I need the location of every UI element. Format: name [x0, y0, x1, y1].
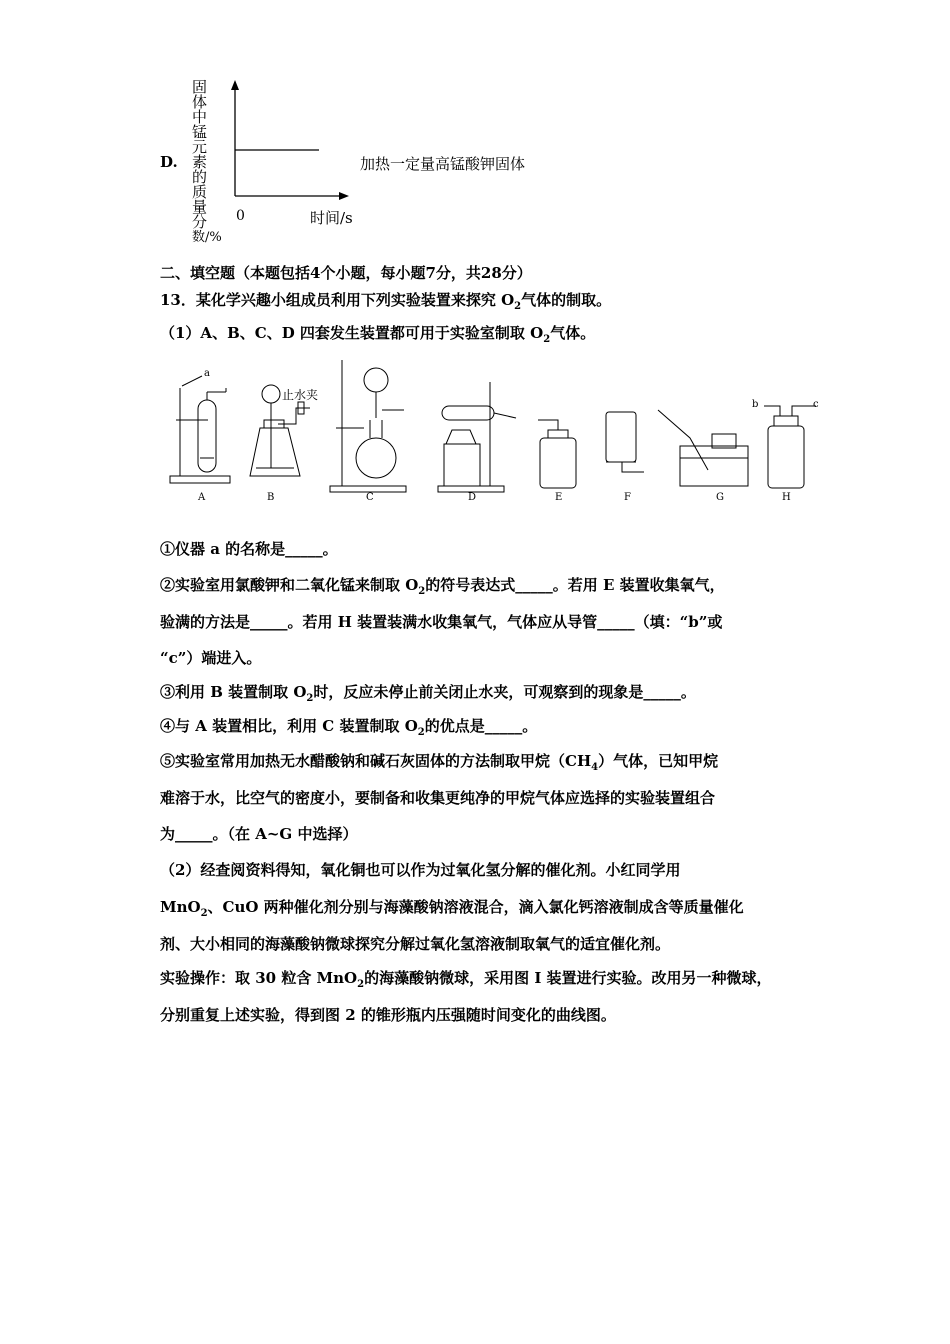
y-axis-char: 元	[192, 138, 208, 156]
apparatus-g	[658, 410, 748, 486]
y-axis-char: 数/%	[192, 230, 222, 245]
apparatus-label: E	[555, 492, 563, 503]
item-2-line3: “c”）端进入。	[160, 649, 262, 667]
part2-line3: 剂、大小相同的海藻酸钠微球探究分解过氧化氢溶液制取氧气的适宜催化剂。	[160, 935, 671, 953]
apparatus-c	[330, 360, 406, 492]
apparatus-label: C	[366, 492, 374, 503]
item-5-line2: 难溶于水，比空气的密度小，要制备和收集更纯净的甲烷气体应选择的实验装置组合	[160, 789, 716, 807]
y-axis-char: 素	[192, 153, 208, 171]
item-3: ③利用 B 装置制取 $O_2$时，反应未停止前关闭止水夹，可观察到的现象是_____。	[160, 683, 696, 704]
apparatus-label: H	[782, 492, 791, 503]
q13-part1: （1）A、B、C、D 四套发生装置都可用于实验室制取 $O_2$气体。	[160, 324, 596, 345]
apparatus-e	[538, 420, 576, 488]
y-axis-char: 的	[192, 168, 208, 186]
apparatus-f	[606, 412, 644, 472]
y-axis-arrow	[231, 80, 239, 90]
operation-line2: 分别重复上述实验，得到图 2 的锥形瓶内压强随时间变化的曲线图。	[160, 1006, 616, 1024]
apparatus-label: B	[267, 492, 275, 503]
apparatus-label: F	[624, 492, 631, 503]
apparatus-a	[170, 376, 230, 483]
q13-stem: 13．某化学兴趣小组成员利用下列实验装置来探究 $O_2$气体的制取。	[160, 291, 612, 312]
x-axis-arrow	[339, 192, 349, 200]
item-5-line3: 为_____。（在 A~G 中选择）	[160, 825, 358, 843]
label-c-small: c	[813, 399, 819, 410]
item-4: ④与 A 装置相比，利用 C 装置制取 $O_2$的优点是_____。	[160, 717, 538, 738]
y-axis-char: 中	[192, 108, 208, 126]
operation-line1: 实验操作：取 30 粒含 MnO$_2$的海藻酸钠微球，采用图 I 装置进行实验。改用另一种微球，	[160, 969, 772, 990]
label-a-small: a	[204, 368, 210, 379]
y-axis-char: 分	[192, 213, 208, 231]
part2-line2: MnO$_2$、CuO 两种催化剂分别与海藻酸钠溶液混合，滴入氯化钙溶液制成含等质量催化	[160, 898, 744, 919]
apparatus-label: G	[716, 492, 724, 503]
option-d-description: 加热一定量高锰酸钾固体	[360, 155, 526, 173]
y-axis-char: 质	[192, 183, 208, 201]
section-heading: 二、填空题（本题包括4个小题，每小题7分，共28分）	[160, 264, 532, 282]
label-stopclamp: 止水夹	[282, 388, 319, 402]
option-d-graph	[225, 78, 355, 203]
y-axis-char: 量	[192, 198, 208, 216]
x-axis-label: 时间/s	[310, 209, 353, 227]
y-axis-char: 固	[192, 78, 208, 96]
y-axis-char: 体	[192, 93, 208, 111]
apparatus-figure	[160, 358, 840, 508]
item-2-line2: 验满的方法是_____。若用 H 装置装满水收集氧气，气体应从导管_____（填：“b”或	[160, 613, 723, 631]
label-b-small: b	[752, 399, 759, 410]
part2-line1: （2）经查阅资料得知，氧化铜也可以作为过氧化氢分解的催化剂。小红同学用	[160, 861, 681, 879]
x-origin-label: 0	[236, 208, 245, 224]
y-axis-char: 锰	[192, 123, 208, 141]
item-2-line1: ②实验室用氯酸钾和二氧化锰来制取 $O_2$的符号表达式_____。若用 E 装置收集氧气，	[160, 576, 725, 597]
apparatus-d	[438, 382, 516, 492]
item-5-line1: ⑤实验室常用加热无水醋酸钠和碱石灰固体的方法制取甲烷$(CH_4)$气体，已知甲烷	[160, 752, 719, 773]
item-1: ①仪器 a 的名称是_____。	[160, 540, 338, 558]
apparatus-h	[764, 406, 816, 488]
apparatus-label: D	[468, 492, 477, 503]
option-d-letter: D.	[160, 153, 178, 171]
apparatus-label: A	[198, 492, 206, 503]
